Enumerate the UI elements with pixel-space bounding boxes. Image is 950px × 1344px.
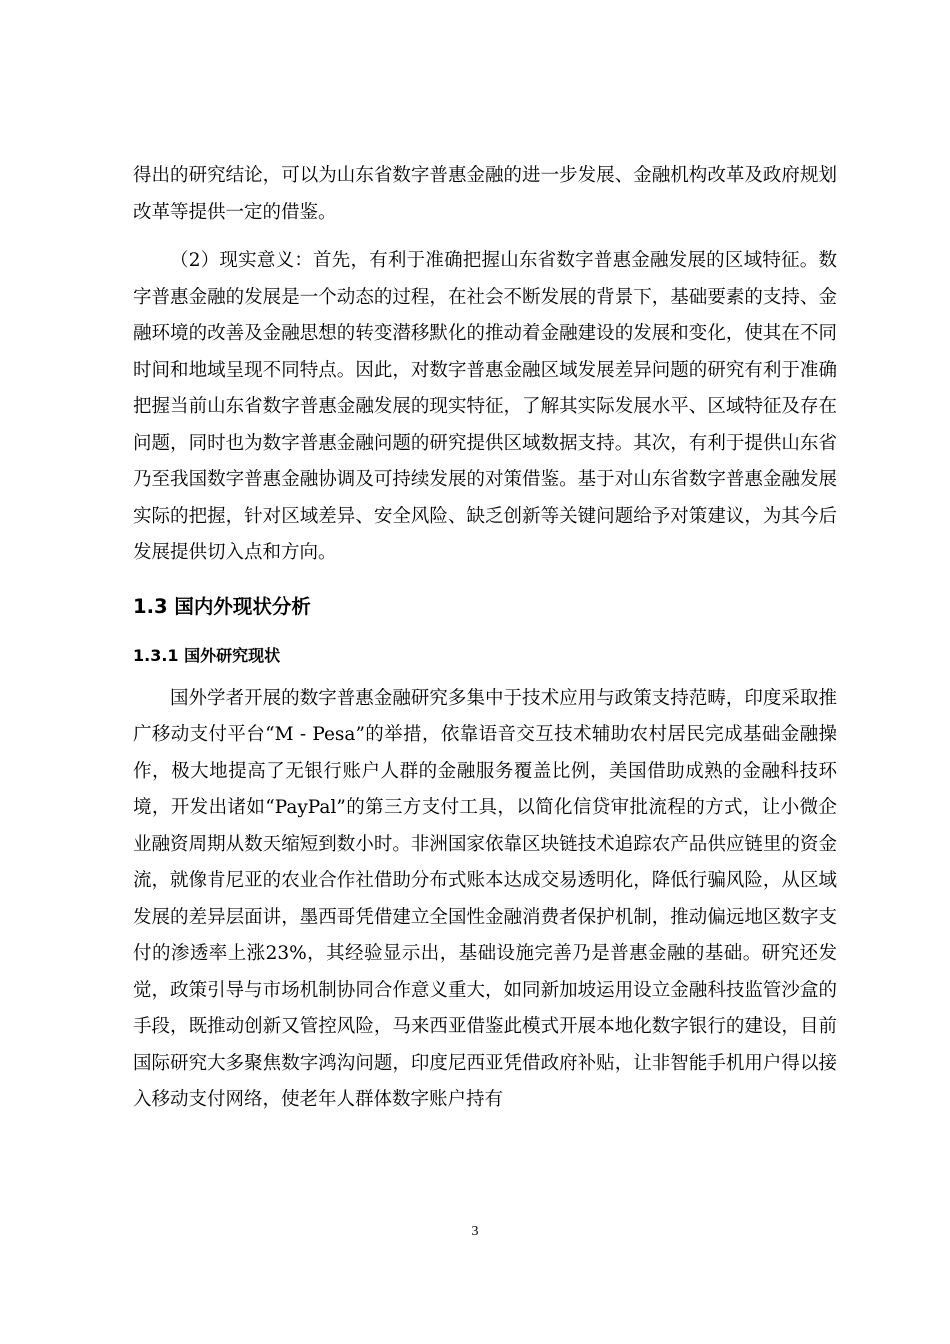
document-body [133,158,837,1119]
page-number: 3 [471,1224,479,1239]
subsection-heading: 1.3.1 国外研究现状 [133,645,281,665]
section-heading: 1.3 国内外现状分析 [133,594,311,618]
foreign-research-paragraph: 国外学者开展的数字普惠金融研究多集中于技术应用与政策支持范畴，印度采取推广移动支付平台“M - Pesa”的举措，依靠语音交互技术辅助农村居民完成基础金融操作，极大地提高了无银行账户人群的金融服务覆盖比例，美国借助成熟的金融科技环境，开发出诸如“PayPal”的第三方支付工具，以简化信贷审批流程的方式，让小微企业融资周期从数天缩短到数小时。非洲国家依靠区块链技术追踪农产品供应链里的资金流，就像肯尼亚的农业合作社借助分布式账本达成交易透明化，降低行骗风险，从区域发展的差异层面讲，墨西哥凭借建立全国性金融消费者保护机制，推动偏远地区数字支付的渗透率上涨23%，其经验显示出，基础设施完善乃是普惠金融的基础。研究还发觉，政策引导与市场机制协同合作意义重大，如同新加坡运用设立金融科技监管沙盒的手段，既推动创新又管控风险，马来西亚借鉴此模式开展本地化数字银行的建设，目前国际研究大多聚焦数字鸿沟问题，印度尼西亚凭借政府补贴，让非智能手机用户得以接入移动支付网络，使老年人群体数字账户持有 [133,687,837,1110]
practical-significance-paragraph: （2）现实意义：首先，有利于准确把握山东省数字普惠金融发展的区域特征。数字普惠金融的发展是一个动态的过程，在社会不断发展的背景下，基础要素的支持、金融环境的改善及金融思想的转变潜移默化的推动着金融建设的发展和变化，使其在不同时间和地域呈现不同特点。因此，对数字普惠金融区域发展差异问题的研究有利于准确把握当前山东省数字普惠金融发展的现实特征，了解其实际发展水平、区域特征及存在问题，同时也为数字普惠金融问题的研究提供区域数据支持。其次，有利于提供山东省乃至我国数字普惠金融协调及可持续发展的对策借鉴。基于对山东省数字普惠金融发展实际的把握，针对区域差异、安全风险、缺乏创新等关键问题给予对策建议，为其今后发展提供切入点和方向。 [133,250,837,563]
continued-paragraph: 得出的研究结论，可以为山东省数字普惠金融的进一步发展、金融机构改革及政府规划改革等提供一定的借鉴。 [133,165,837,223]
